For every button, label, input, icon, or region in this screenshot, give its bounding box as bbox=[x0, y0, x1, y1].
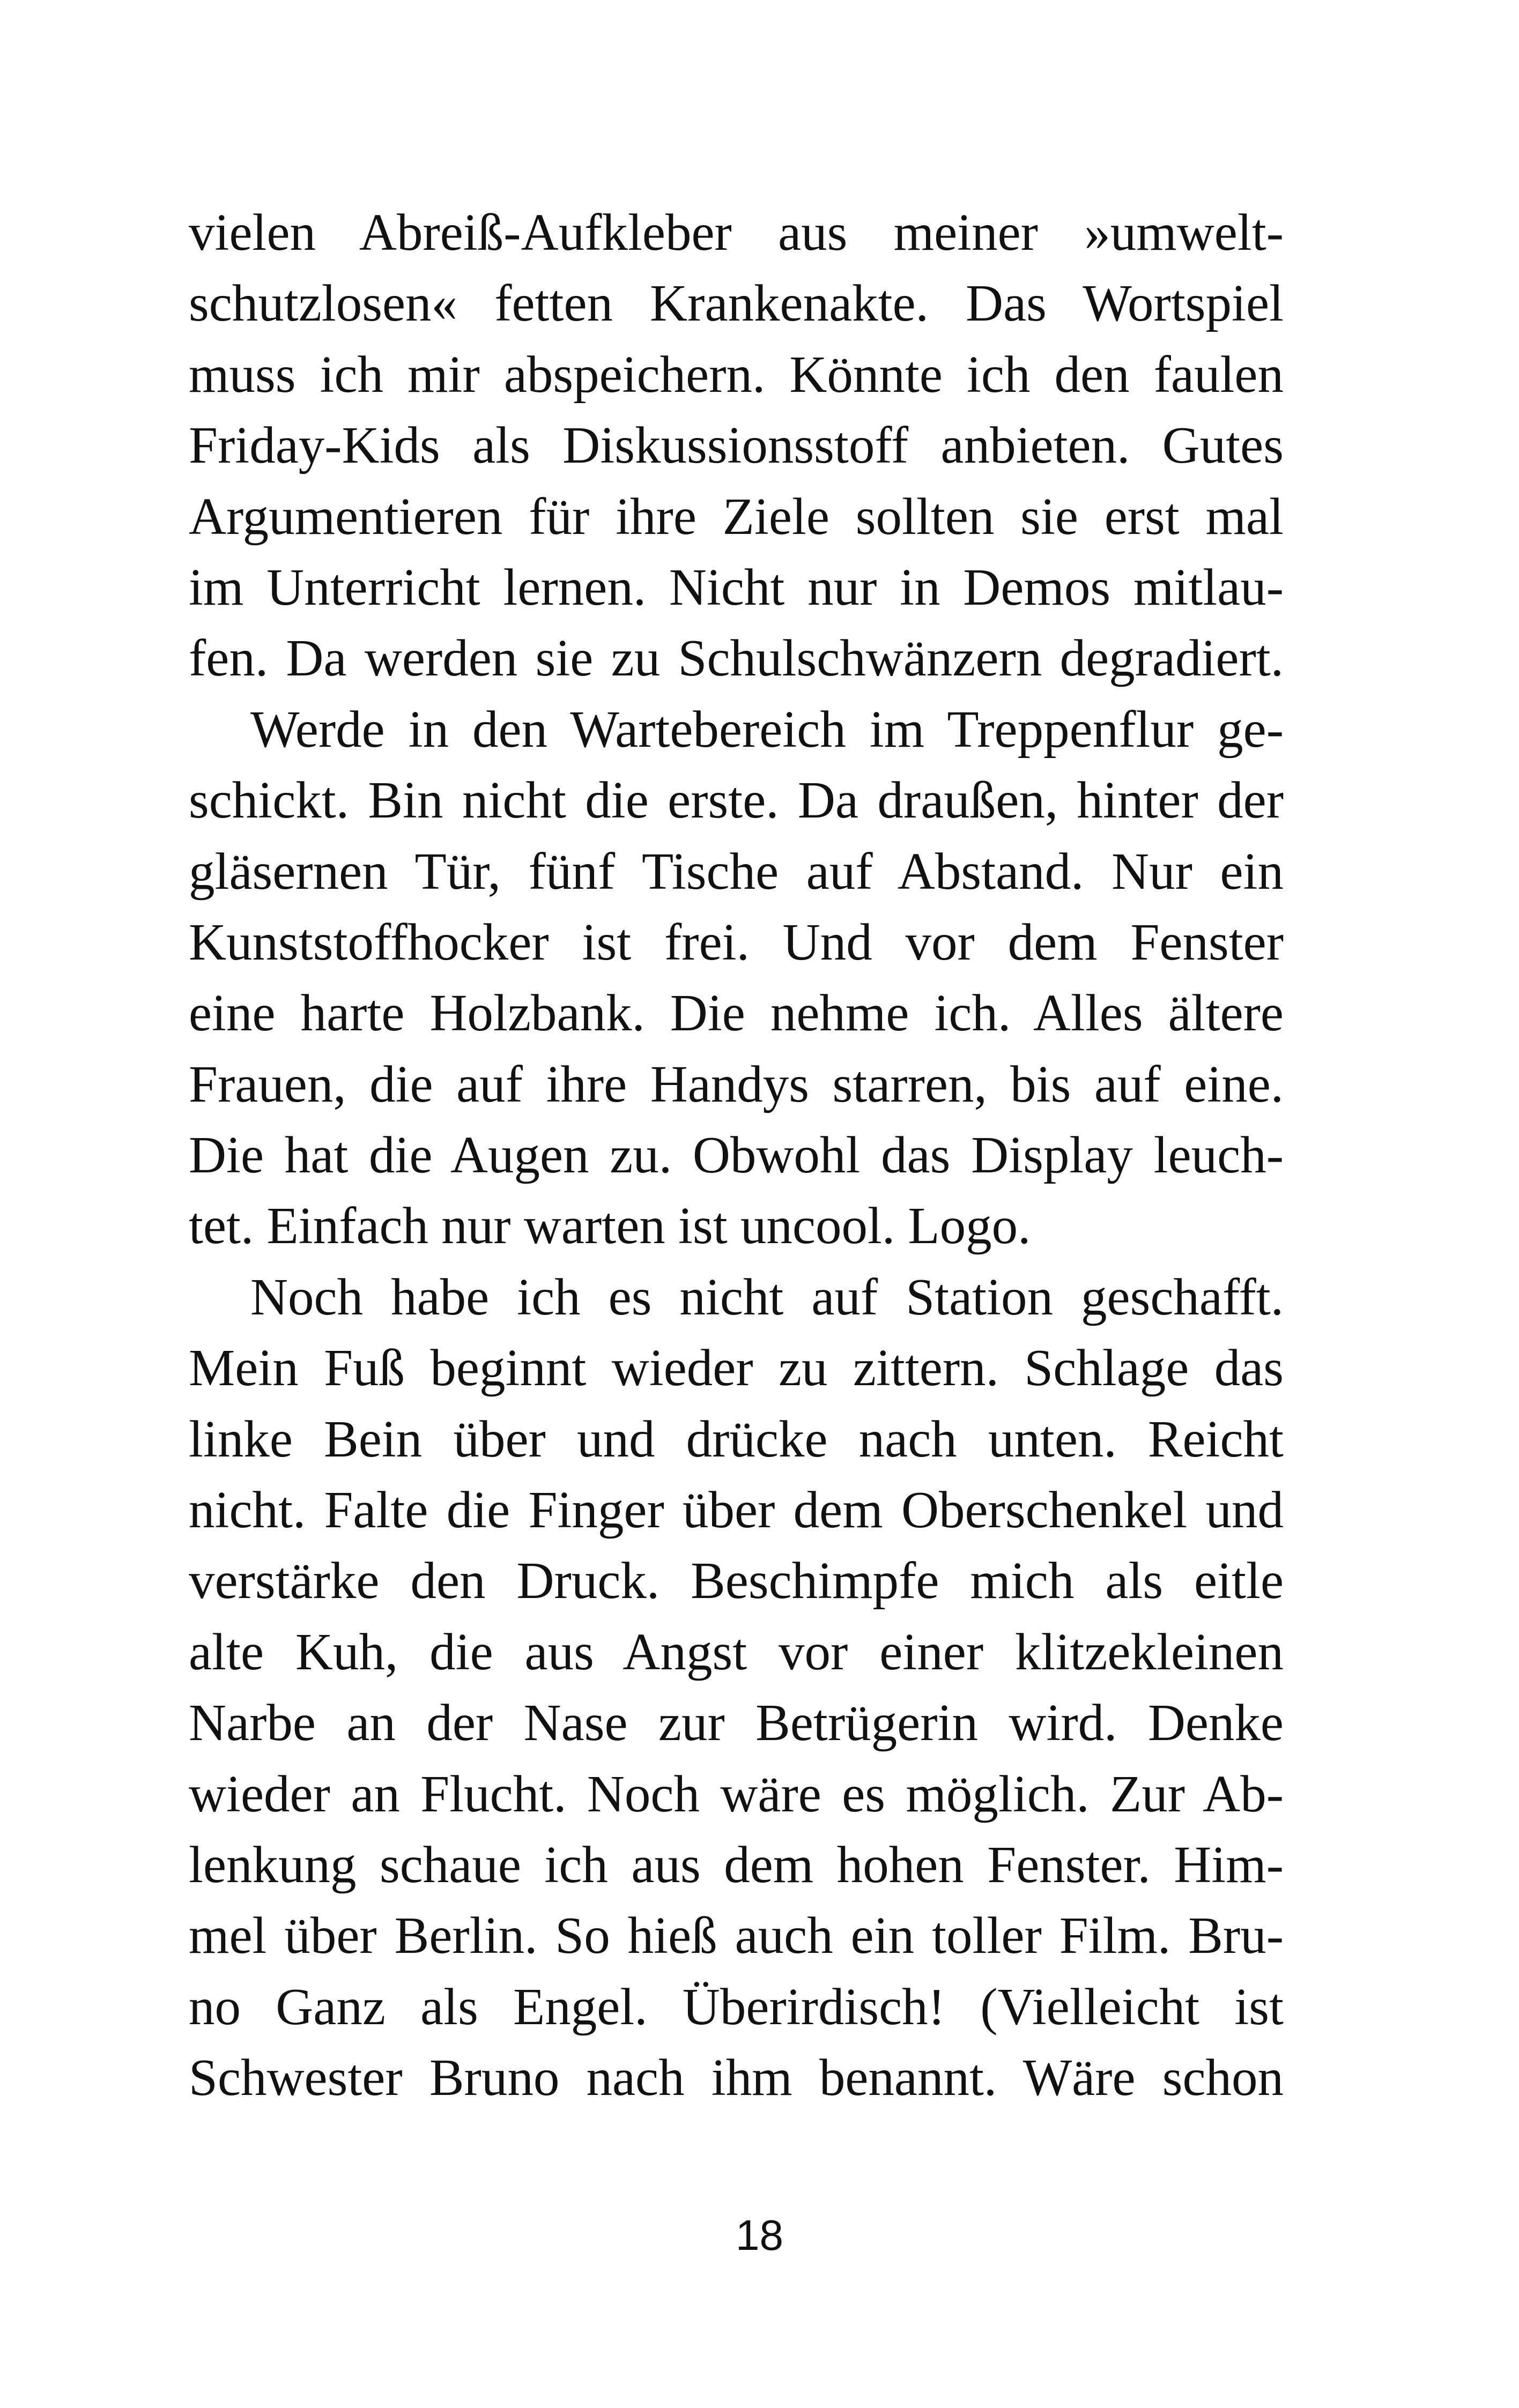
text-line: lenkung schaue ich aus dem hohen Fenster. Him- bbox=[189, 1835, 1284, 1893]
text-line: Die hat die Augen zu. Obwohl das Display leuch- bbox=[189, 1126, 1284, 1184]
text-line: Frauen, die auf ihre Handys starren, bis auf eine. bbox=[189, 1055, 1284, 1113]
text-line: wieder an Flucht. Noch wäre es möglich. Zur Ab- bbox=[189, 1765, 1284, 1823]
text-line: vielen Abreiß-Aufkleber aus meiner »umwelt- bbox=[189, 204, 1284, 261]
text-line: mel über Berlin. So hieß auch ein toller Film. Bru- bbox=[189, 1907, 1284, 1965]
text-line: schickt. Bin nicht die erste. Da draußen, hinter der bbox=[189, 771, 1284, 829]
text-line: Mein Fuß beginnt wieder zu zittern. Schlage das bbox=[189, 1339, 1284, 1397]
page-number: 18 bbox=[736, 2211, 783, 2259]
text-line: Werde in den Wartebereich im Treppenflur ge- bbox=[250, 700, 1284, 758]
text-line: fen. Da werden sie zu Schulschwänzern degradiert. bbox=[189, 629, 1284, 687]
text-line: im Unterricht lernen. Nicht nur in Demos mitlau- bbox=[189, 558, 1284, 616]
text-line: tet. Einfach nur warten ist uncool. Logo. bbox=[189, 1197, 1031, 1255]
text-line: verstärke den Druck. Beschimpfe mich als eitle bbox=[189, 1552, 1284, 1610]
text-line: alte Kuh, die aus Angst vor einer klitzekleinen bbox=[189, 1623, 1284, 1681]
text-line: no Ganz als Engel. Überirdisch! (Vielleicht ist bbox=[189, 1978, 1284, 2035]
body-text bbox=[189, 197, 1284, 2114]
text-line: Narbe an der Nase zur Betrügerin wird. Denke bbox=[189, 1694, 1284, 1752]
text-line: nicht. Falte die Finger über dem Oberschenkel und bbox=[189, 1481, 1284, 1539]
text-line: gläsernen Tür, fünf Tische auf Abstand. Nur ein bbox=[189, 842, 1284, 900]
text-line: Friday-Kids als Diskussionsstoff anbieten. Gutes bbox=[189, 417, 1284, 474]
text-line: schutzlosen« fetten Krankenakte. Das Wortspiel bbox=[189, 274, 1284, 332]
text-line: Schwester Bruno nach ihm benannt. Wäre schon bbox=[189, 2049, 1284, 2107]
text-line: Kunststoffhocker ist frei. Und vor dem Fenster bbox=[189, 913, 1284, 971]
text-line: linke Bein über und drücke nach unten. Reicht bbox=[189, 1410, 1284, 1468]
text-line: Argumentieren für ihre Ziele sollten sie erst mal bbox=[189, 487, 1284, 545]
text-line: Noch habe ich es nicht auf Station geschafft. bbox=[250, 1268, 1284, 1326]
text-line: muss ich mir abspeichern. Könnte ich den faulen bbox=[189, 345, 1284, 403]
text-line: eine harte Holzbank. Die nehme ich. Alles ältere bbox=[189, 984, 1284, 1042]
